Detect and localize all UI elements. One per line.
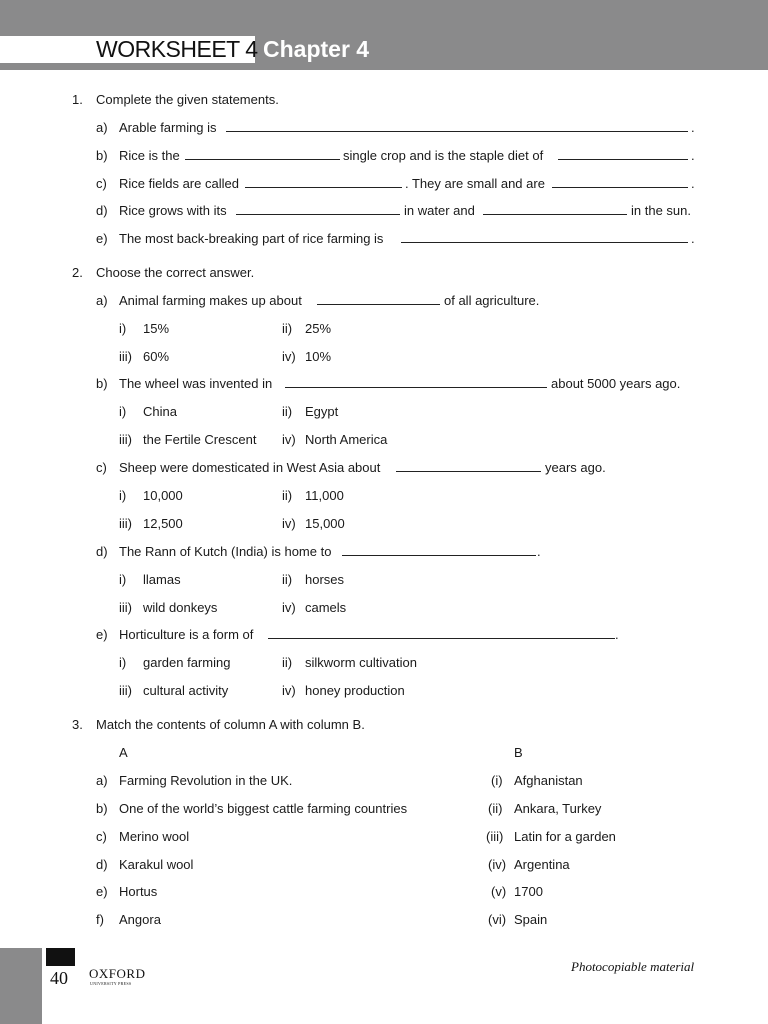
- q2b-opt3[interactable]: the Fertile Crescent: [143, 432, 257, 447]
- q1d-blank2[interactable]: [483, 214, 627, 215]
- q3-row-c-text: Merino wool: [119, 829, 190, 844]
- q1a-blank[interactable]: [226, 131, 688, 132]
- q3-text: Match the contents of column A with column B.: [96, 717, 365, 732]
- q1e-text: The most back-breaking part of rice farming is: [119, 231, 384, 246]
- q2c-label: c): [96, 460, 107, 475]
- q2b-blank[interactable]: [285, 387, 547, 388]
- q2e-opt2-label: ii): [282, 655, 293, 670]
- q3-row-f-label: f): [96, 912, 104, 927]
- q1d-text2: in water and: [404, 203, 475, 218]
- q3-row-d-text: Karakul wool: [119, 857, 194, 872]
- q3-row-c-label: c): [96, 829, 107, 844]
- q1c-blank2[interactable]: [552, 187, 688, 188]
- q2e-opt4[interactable]: honey production: [305, 683, 405, 698]
- q1b-end: .: [691, 148, 695, 163]
- q2a-opt2-label: ii): [282, 321, 293, 336]
- q2b-opt4[interactable]: North America: [305, 432, 388, 447]
- q2a-opt3-label: iii): [119, 349, 132, 364]
- q1c-end: .: [691, 176, 695, 191]
- q2b-opt2-label: ii): [282, 404, 293, 419]
- q2d-text1: The Rann of Kutch (India) is home to: [119, 544, 332, 559]
- q2d-opt4-label: iv): [282, 600, 296, 615]
- q2c-opt1-label: i): [119, 488, 127, 503]
- q2d-opt3-label: iii): [119, 600, 132, 615]
- q2e-text1: Horticulture is a form of: [119, 627, 254, 642]
- q2e-opt4-label: iv): [282, 683, 296, 698]
- q3-row-a-label: a): [96, 773, 108, 788]
- q2b-opt4-label: iv): [282, 432, 296, 447]
- q3-row-iv-label: (iv): [488, 857, 507, 872]
- q3-row-v-text: 1700: [514, 884, 543, 899]
- q1a-label: a): [96, 120, 108, 135]
- q2b-opt2[interactable]: Egypt: [305, 404, 339, 419]
- q1d-blank1[interactable]: [236, 214, 400, 215]
- q3-row-f-text: Angora: [119, 912, 161, 927]
- q2d-opt1-label: i): [119, 572, 127, 587]
- q2d-opt2-label: ii): [282, 572, 293, 587]
- photocopiable-note: Photocopiable material: [571, 959, 695, 974]
- q3-row-iv-text: Argentina: [514, 857, 570, 872]
- q2b-opt1[interactable]: China: [143, 404, 177, 419]
- q1-number: 1.: [72, 92, 83, 107]
- page-number: 40: [50, 968, 68, 988]
- footer-side-band: [0, 948, 42, 1024]
- q2b-opt3-label: iii): [119, 432, 132, 447]
- q2a-opt3[interactable]: 60%: [143, 349, 170, 364]
- q3-row-b-text: One of the world’s biggest cattle farming countries: [119, 801, 408, 816]
- publisher-logo-subtitle: UNIVERSITY PRESS: [90, 981, 132, 986]
- q2-number: 2.: [72, 265, 83, 280]
- q2c-opt3[interactable]: 12,500: [143, 516, 183, 531]
- q3-row-d-label: d): [96, 857, 108, 872]
- q3-col-a-header: A: [119, 745, 128, 760]
- q3-row-i-label: (i): [491, 773, 503, 788]
- q1e-blank[interactable]: [401, 242, 688, 243]
- q2c-text1: Sheep were domesticated in West Asia about: [119, 460, 381, 475]
- q2a-opt4[interactable]: 10%: [305, 349, 332, 364]
- q2-text: Choose the correct answer.: [96, 265, 255, 280]
- publisher-logo: OXFORD: [89, 966, 146, 981]
- q1b-label: b): [96, 148, 108, 163]
- q1d-text1: Rice grows with its: [119, 203, 227, 218]
- q3-row-ii-label: (ii): [488, 801, 503, 816]
- q3-row-e-label: e): [96, 884, 108, 899]
- q3-row-ii-text: Ankara, Turkey: [514, 801, 602, 816]
- q2e-blank[interactable]: [268, 638, 615, 639]
- q3-col-b-header: B: [514, 745, 523, 760]
- q2d-blank[interactable]: [342, 555, 536, 556]
- footer-black-tab: [46, 948, 75, 966]
- worksheet-title: WORKSHEET 4: [96, 36, 258, 62]
- q3-row-iii-text: Latin for a garden: [514, 829, 616, 844]
- q3-row-v-label: (v): [491, 884, 507, 899]
- q1b-blank1[interactable]: [185, 159, 340, 160]
- q2c-opt4[interactable]: 15,000: [305, 516, 345, 531]
- q2b-opt1-label: i): [119, 404, 127, 419]
- q2b-text1: The wheel was invented in: [119, 376, 273, 391]
- q2a-opt1-label: i): [119, 321, 127, 336]
- q2e-opt1[interactable]: garden farming: [143, 655, 231, 670]
- q3-row-a-text: Farming Revolution in the UK.: [119, 773, 293, 788]
- q1c-text2: . They are small and are: [405, 176, 545, 191]
- q3-number: 3.: [72, 717, 83, 732]
- q1-text: Complete the given statements.: [96, 92, 279, 107]
- q2c-opt3-label: iii): [119, 516, 132, 531]
- q2a-opt1[interactable]: 15%: [143, 321, 170, 336]
- q1b-blank2[interactable]: [558, 159, 688, 160]
- q2d-opt2[interactable]: horses: [305, 572, 345, 587]
- q2a-label: a): [96, 293, 108, 308]
- q2c-text2: years ago.: [545, 460, 606, 475]
- q3-row-vi-label: (vi): [488, 912, 507, 927]
- q2a-text1: Animal farming makes up about: [119, 293, 302, 308]
- q1e-end: .: [691, 231, 695, 246]
- q2c-blank[interactable]: [396, 471, 541, 472]
- q2e-end: .: [615, 627, 619, 642]
- q2c-opt2-label: ii): [282, 488, 293, 503]
- q2d-opt1[interactable]: llamas: [143, 572, 181, 587]
- q2d-label: d): [96, 544, 108, 559]
- q2e-label: e): [96, 627, 108, 642]
- q1b-text1: Rice is the: [119, 148, 180, 163]
- q1c-text1: Rice fields are called: [119, 176, 239, 191]
- q3-row-vi-text: Spain: [514, 912, 548, 927]
- q1a-end: .: [691, 120, 695, 135]
- chapter-title: Chapter 4: [263, 36, 370, 62]
- q2c-opt1[interactable]: 10,000: [143, 488, 183, 503]
- q2a-opt4-label: iv): [282, 349, 296, 364]
- q2d-opt3[interactable]: wild donkeys: [143, 600, 218, 615]
- q1a-text: Arable farming is: [119, 120, 217, 135]
- q3-row-iii-label: (iii): [486, 829, 504, 844]
- q2c-opt2[interactable]: 11,000: [305, 488, 344, 503]
- q2b-label: b): [96, 376, 108, 391]
- q2c-opt4-label: iv): [282, 516, 296, 531]
- q2e-opt3-label: iii): [119, 683, 132, 698]
- q1c-blank1[interactable]: [245, 187, 402, 188]
- q2d-end: .: [537, 544, 541, 559]
- q2d-opt4[interactable]: camels: [305, 600, 347, 615]
- q2e-opt1-label: i): [119, 655, 127, 670]
- q1d-text3: in the sun.: [631, 203, 691, 218]
- q1e-label: e): [96, 231, 108, 246]
- q3-row-b-label: b): [96, 801, 108, 816]
- q2e-opt3[interactable]: cultural activity: [143, 683, 229, 698]
- q1d-label: d): [96, 203, 108, 218]
- q2b-text2: about 5000 years ago.: [551, 376, 681, 391]
- q1c-label: c): [96, 176, 107, 191]
- q3-row-i-text: Afghanistan: [514, 773, 583, 788]
- q2e-opt2[interactable]: silkworm cultivation: [305, 655, 417, 670]
- q3-row-e-text: Hortus: [119, 884, 158, 899]
- q2a-text2: of all agriculture.: [444, 293, 540, 308]
- q2a-blank[interactable]: [317, 304, 440, 305]
- q2a-opt2[interactable]: 25%: [305, 321, 332, 336]
- q1b-text2: single crop and is the staple diet of: [343, 148, 544, 163]
